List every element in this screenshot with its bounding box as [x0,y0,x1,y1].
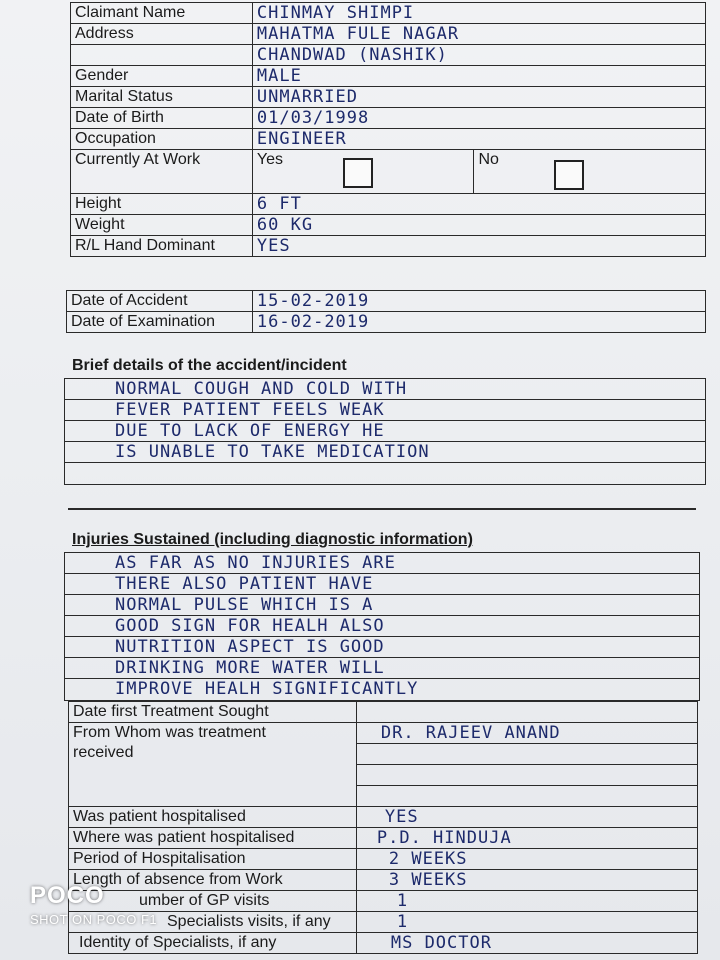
injuries-lines [64,552,700,701]
dob-row [71,108,706,129]
hospital-period-label: Period of Hospitalisation [69,849,357,870]
accident-line [65,400,705,421]
date-accident-value: 15-02-2019 [252,291,705,312]
injury-line [65,553,699,574]
currently-at-work-label: Currently At Work [71,150,253,194]
treatment-table [68,701,698,954]
from-whom-row [69,723,698,744]
dob-label: Date of Birth [71,108,253,129]
specialist-visits-label: Specialists visits, if any [69,912,357,933]
first-treatment-value [356,702,697,723]
gender-value: MALE [252,66,705,87]
claimant-table [70,2,706,257]
address-label: Address [71,24,253,45]
accident-line-text: FEVER PATIENT FEELS WEAK [115,400,385,420]
accident-line [65,421,705,442]
date-accident-row [67,291,706,312]
date-exam-value: 16-02-2019 [252,312,705,333]
hospitalised-label: Was patient hospitalised [69,807,357,828]
hospital-where-label: Where was patient hospitalised [69,828,357,849]
hospitalised-value: YES [356,807,697,828]
injury-line [65,658,699,679]
specialist-identity-value: MS DOCTOR [356,933,697,954]
watermark-logo: POCO [30,882,105,909]
injury-line [65,616,699,637]
section-divider [68,508,696,510]
dates-table [66,290,706,333]
specialist-identity-label: Identity of Specialists, if any [69,933,357,954]
gp-visits-value: 1 [356,891,697,912]
occupation-label: Occupation [71,129,253,150]
accident-lines [64,378,706,485]
date-exam-row [67,312,706,333]
hospital-period-row [69,849,698,870]
address-line-2: CHANDWAD (NASHIK) [252,45,705,66]
accident-line [65,379,705,400]
work-no-checkbox[interactable] [554,160,584,190]
blank-line [356,744,697,765]
injury-line [65,574,699,595]
injury-line-text: GOOD SIGN FOR HEALH ALSO [115,616,385,636]
marital-status-label: Marital Status [71,87,253,108]
hospital-period-value: 2 WEEKS [356,849,697,870]
work-no-cell [474,150,706,194]
first-treatment-row [69,702,698,723]
work-yes-cell [252,150,474,194]
hospital-where-value: P.D. HINDUJA [356,828,697,849]
address-line-1: MAHATMA FULE NAGAR [252,24,705,45]
blank-line [356,765,697,786]
occupation-row [71,129,706,150]
hospital-where-row [69,828,698,849]
gp-visits-row [69,891,698,912]
absence-label: Length of absence from Work [69,870,357,891]
hand-dominant-row [71,236,706,257]
weight-value: 60 KG [252,215,705,236]
claimant-name-row [71,3,706,24]
height-row [71,194,706,215]
from-whom-label: From Whom was treatment [73,724,266,741]
accident-line-text: DUE TO LACK OF ENERGY HE [115,421,385,441]
injury-line [65,595,699,616]
injury-line [65,637,699,658]
from-whom-label-2: received [73,744,134,761]
blank-line [356,786,697,807]
injury-line-text: NORMAL PULSE WHICH IS A [115,595,374,615]
first-treatment-label: Date first Treatment Sought [69,702,357,723]
injury-line-text: IMPROVE HEALH SIGNIFICANTLY [115,679,419,699]
work-yes-checkbox[interactable] [343,158,373,188]
from-whom-value: DR. RAJEEV ANAND [356,723,697,744]
camera-watermark [30,882,157,927]
gp-visits-label: umber of GP visits [69,891,357,912]
date-exam-label: Date of Examination [67,312,253,333]
accident-title: Brief details of the accident/incident [72,357,347,374]
accident-line [65,463,705,484]
work-yes-label: Yes [256,151,283,168]
height-value: 6 FT [252,194,705,215]
absence-value: 3 WEEKS [356,870,697,891]
injury-line-text: AS FAR AS NO INJURIES ARE [115,553,396,573]
height-label: Height [71,194,253,215]
work-no-label: No [478,151,499,168]
specialist-visits-value: 1 [356,912,697,933]
weight-label: Weight [71,215,253,236]
accident-line-text: NORMAL COUGH AND COLD WITH [115,379,408,399]
specialist-identity-row [69,933,698,954]
gender-label: Gender [71,66,253,87]
hospitalised-row [69,807,698,828]
dob-value: 01/03/1998 [252,108,705,129]
injury-line-text: THERE ALSO PATIENT HAVE [115,574,374,594]
specialist-visits-row [69,912,698,933]
from-whom-label-cell [69,723,357,807]
address-row-2 [71,45,706,66]
absence-row [69,870,698,891]
address-label-2 [71,45,253,66]
injury-line-text: DRINKING MORE WATER WILL [115,658,385,678]
watermark-text: SHOT ON POCO F1 [30,912,158,927]
hand-dominant-label: R/L Hand Dominant [71,236,253,257]
injury-line [65,679,699,700]
address-row [71,24,706,45]
weight-row [71,215,706,236]
accident-line [65,442,705,463]
marital-status-value: UNMARRIED [252,87,705,108]
currently-at-work-row [71,150,706,194]
occupation-value: ENGINEER [252,129,705,150]
gender-row [71,66,706,87]
hand-dominant-value: YES [252,236,705,257]
injury-line-text: NUTRITION ASPECT IS GOOD [115,637,385,657]
claimant-name-value: CHINMAY SHIMPI [252,3,705,24]
injuries-title: Injuries Sustained (including diagnostic information) [72,531,473,548]
accident-line-text: IS UNABLE TO TAKE MEDICATION [115,442,430,462]
marital-status-row [71,87,706,108]
date-accident-label: Date of Accident [67,291,253,312]
claimant-name-label: Claimant Name [71,3,253,24]
